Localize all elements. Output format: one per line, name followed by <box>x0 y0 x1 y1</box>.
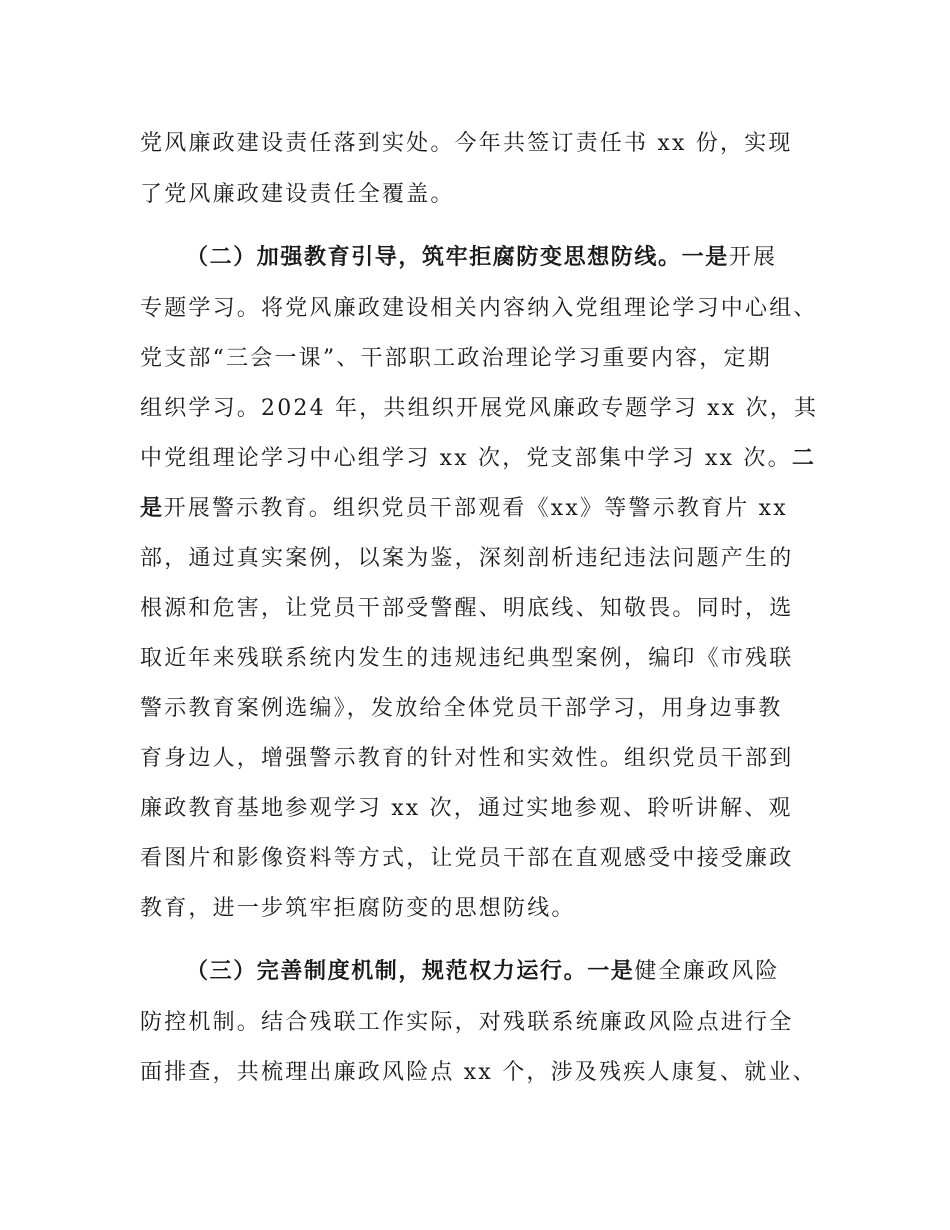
text-line: 防控机制。结合残联工作实际，对残联系统廉政风险点进行全 <box>140 1010 794 1035</box>
text-line <box>140 494 788 524</box>
section-heading-3: （三）完善制度机制，规范权力运行。 <box>186 959 588 984</box>
text-run: 中党组理论学习中心组学习 xx 次，党支部集中学习 xx 次。 <box>140 446 792 471</box>
text-line: 廉政教育基地参观学习 xx 次，通过实地参观、聆听讲解、观 <box>140 796 793 821</box>
text-line: 面排查，共梳理出廉政风险点 xx 个，涉及残疾人康复、就业、 <box>140 1060 817 1085</box>
section-heading-2: （二）加强教育引导，筑牢拒腐防变思想防线。 <box>186 245 682 270</box>
text-line: 了党风廉政建设责任全覆盖。 <box>140 182 455 207</box>
text-line: 党支部“三会一课”、干部职工政治理论学习重要内容，定期 <box>140 346 772 371</box>
enumeration-marker: 二 <box>791 446 816 471</box>
text-line: 取近年来残联系统内发生的违规违纪典型案例，编印《市残联 <box>140 646 794 671</box>
enumeration-marker: 是 <box>140 496 164 521</box>
text-line: 专题学习。将党风廉政建设相关内容纳入党组理论学习中心组、 <box>140 296 818 321</box>
text-run: 健全廉政风险 <box>634 959 780 984</box>
text-line <box>140 444 815 474</box>
text-line: 根源和危害，让党员干部受警醒、明底线、知敬畏。同时，选 <box>140 596 794 621</box>
text-run: 开展警示教育。组织党员干部观看《xx》等警示教育片 xx <box>163 496 788 521</box>
text-line: 警示教育案例选编》，发放给全体党员干部学习，用身边事教 <box>140 696 783 721</box>
enumeration-marker: 一是 <box>587 959 635 984</box>
text-line: 部，通过真实案例，以案为鉴，深刻剖析违纪违法问题产生的 <box>140 546 794 571</box>
text-run: 开展 <box>728 245 778 270</box>
text-line: 组织学习。2024 年，共组织开展党风廉政专题学习 xx 次，其 <box>140 396 819 421</box>
text-line: 教育，进一步筑牢拒腐防变的思想防线。 <box>140 896 576 921</box>
text-line: 党风廉政建设责任落到实处。今年共签订责任书 xx 份，实现 <box>140 131 793 156</box>
text-line: 看图片和影像资料等方式，让党员干部在直观感受中接受廉政 <box>140 846 794 871</box>
text-line: 育身边人，增强警示教育的针对性和实效性。组织党员干部到 <box>140 746 794 771</box>
paragraph-3-first-line <box>186 957 780 987</box>
enumeration-marker: 一是 <box>681 245 729 270</box>
paragraph-2-first-line <box>186 243 777 273</box>
